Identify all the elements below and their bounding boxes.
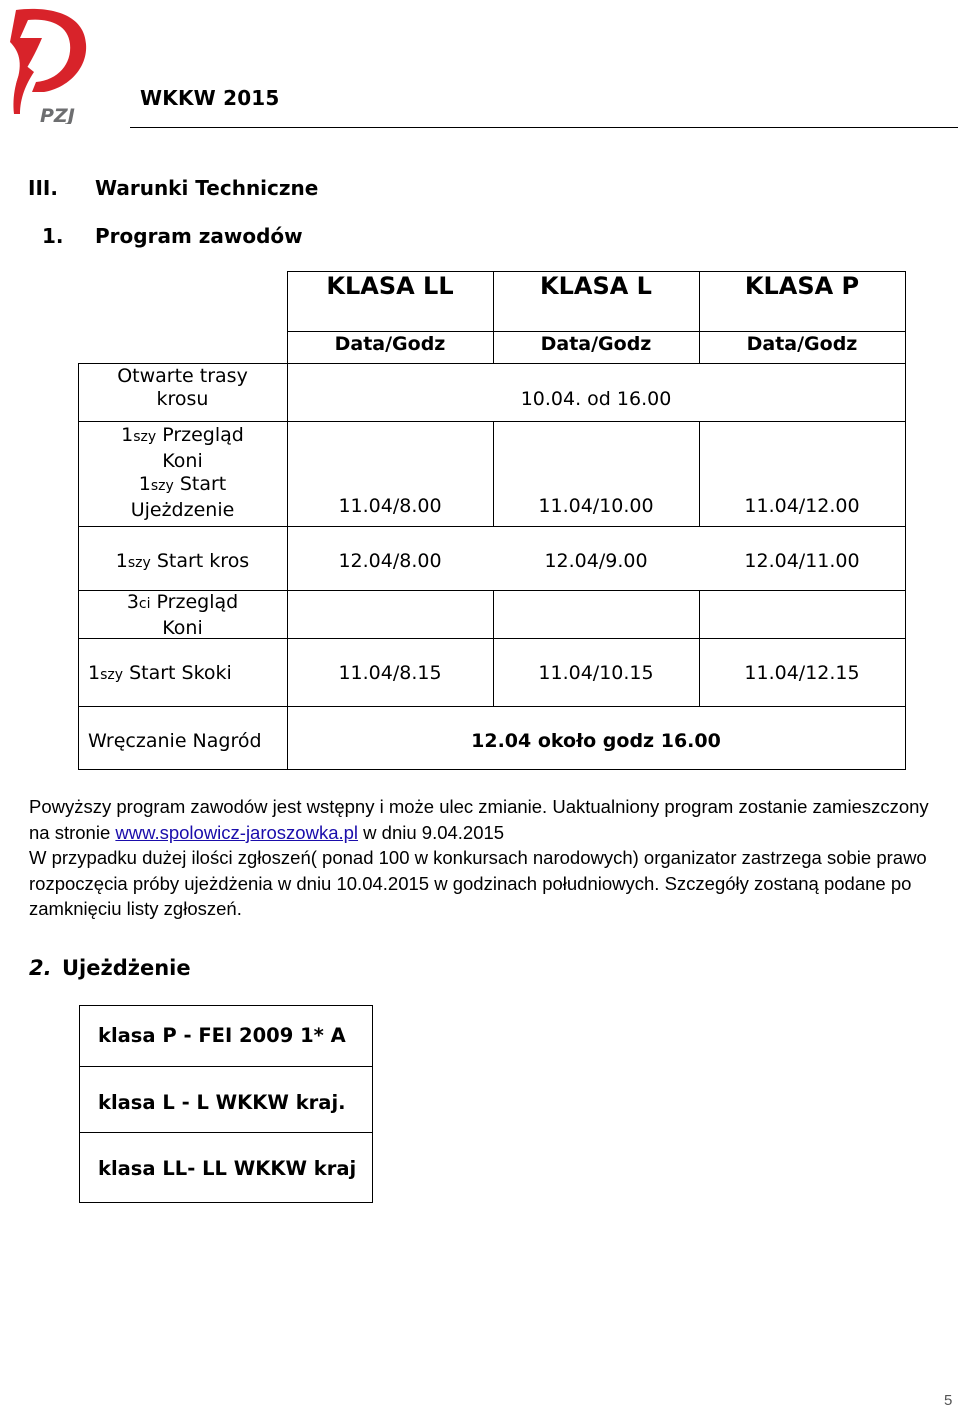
- class-header-l: KLASA L: [540, 272, 652, 300]
- jumping-ll: 11.04/8.15: [338, 662, 442, 684]
- row-label-open-course: Otwarte trasy krosu: [117, 365, 248, 410]
- subheader-p: Data/Godz: [746, 333, 858, 355]
- cross-ll: 12.04/8.00: [338, 550, 442, 572]
- cross-p: 12.04/11.00: [744, 550, 860, 572]
- class-header-ll: KLASA LL: [326, 272, 454, 300]
- dressage-class-ll: klasa LL- LL WKKW kraj: [98, 1157, 357, 1180]
- document-title: WKKW 2015: [140, 86, 280, 110]
- jumping-l: 11.04/10.15: [538, 662, 654, 684]
- dressage-class-l: klasa L - L WKKW kraj.: [98, 1091, 346, 1114]
- pzj-logo: [6, 4, 92, 124]
- section-number: III.: [28, 176, 58, 200]
- cross-l: 12.04/9.00: [544, 550, 648, 572]
- row-label-awards: Wręczanie Nagród: [88, 730, 262, 752]
- program-note: [29, 794, 944, 922]
- subheader-ll: Data/Godz: [334, 333, 446, 355]
- dressage-l: 11.04/10.00: [538, 495, 654, 517]
- class-header-p: KLASA P: [744, 272, 860, 300]
- row-label-cross-start: 1szy Start kros: [115, 550, 250, 572]
- section-title: Warunki Techniczne: [95, 176, 319, 200]
- header-divider: [130, 127, 958, 128]
- row-label-jumping-start: 1szy Start Skoki: [88, 662, 232, 684]
- dressage-p: 11.04/12.00: [744, 495, 860, 517]
- svg-text:PZJ: PZJ: [40, 105, 75, 124]
- note-paragraph-1: Powyższy program zawodów jest wstępny i może ulec zmianie. Uaktualniony program zostanie zamieszczony na stronie www.spolowicz-jaroszowka.pl w dniu 9.04.2015: [29, 796, 929, 843]
- dressage-ll: 11.04/8.00: [338, 495, 442, 517]
- section2-number: 2.: [29, 956, 52, 980]
- row-label-inspection-dressage: 1szy Przegląd Koni 1szy Start Ujeżdzenie: [121, 424, 244, 521]
- note-paragraph-2: W przypadku dużej ilości zgłoszeń( ponad 100 w konkursach narodowych) organizator zastrzega sobie prawo rozpoczęcia próby ujeżdżenia w dniu 10.04.2015 w godzinach południowych. Szczegóły zostaną podane po zamknięciu listy zgłoszeń.: [29, 847, 927, 920]
- page-number: 5: [944, 1392, 953, 1409]
- subsection-number: 1.: [42, 224, 64, 248]
- dressage-class-table: [79, 1005, 373, 1203]
- website-link[interactable]: www.spolowicz-jaroszowka.pl: [115, 821, 359, 843]
- subheader-l: Data/Godz: [540, 333, 652, 355]
- row-label-third-inspection: 3ci Przegląd Koni: [126, 591, 239, 639]
- dressage-class-p: klasa P - FEI 2009 1* A: [98, 1024, 346, 1047]
- section2-title: Ujeżdżenie: [62, 956, 191, 980]
- open-course-date: 10.04. od 16.00: [520, 388, 672, 410]
- subsection-title: Program zawodów: [95, 224, 303, 248]
- awards-date: 12.04 około godz 16.00: [471, 730, 721, 752]
- jumping-p: 11.04/12.15: [744, 662, 860, 684]
